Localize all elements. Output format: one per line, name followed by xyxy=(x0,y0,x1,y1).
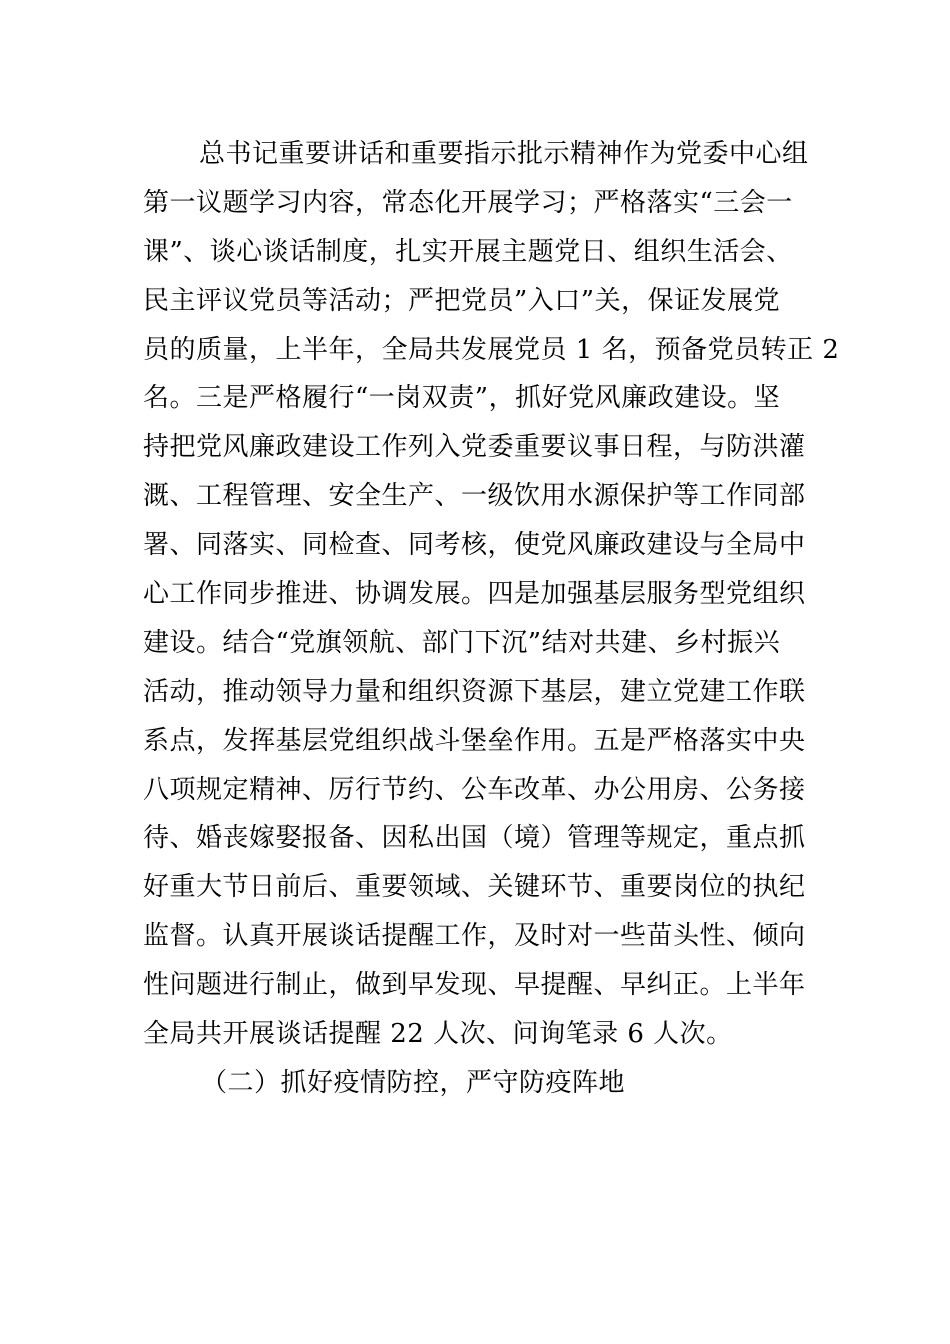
paragraph-line: 课”、谈心谈话制度，扎实开展主题党日、组织生活会、 xyxy=(143,236,793,267)
paragraph-line: 建设。结合“党旗领航、部门下沉”结对共建、乡村振兴 xyxy=(143,627,781,658)
paragraph-line: 总书记重要讲话和重要指示批示精神作为党委中心组 xyxy=(199,139,809,169)
paragraph-line: 待、婚丧嫁娶报备、因私出国（境）管理等规定，重点抓 xyxy=(143,823,806,854)
section-heading: （二）抓好疫情防控，严守防疫阵地 xyxy=(201,1067,626,1098)
paragraph-line: 第一议题学习内容，常态化开展学习；严格落实“三会一 xyxy=(143,187,793,218)
paragraph-line: 活动，推动领导力量和组织资源下基层，建立党建工作联 xyxy=(143,676,806,707)
paragraph-line: 溉、工程管理、安全生产、一级饮用水源保护等工作同部 xyxy=(143,481,806,512)
body-text xyxy=(143,130,840,1108)
paragraph-line: 心工作同步推进、协调发展。四是加强基层服务型党组织 xyxy=(143,579,806,610)
paragraph-line: 名。三是严格履行“一岗双责”，抓好党风廉政建设。坚 xyxy=(143,383,781,414)
paragraph-line: 系点，发挥基层党组织战斗堡垒作用。五是严格落实中央 xyxy=(143,725,806,756)
paragraph-line: 员的质量，上半年，全局共发展党员 1 名，预备党员转正 2 xyxy=(143,334,840,365)
paragraph-line: 署、同落实、同检查、同考核，使党风廉政建设与全局中 xyxy=(143,530,806,561)
paragraph-line: 性问题进行制止，做到早发现、早提醒、早纠正。上半年 xyxy=(143,970,806,1001)
paragraph-line: 持把党风廉政建设工作列入党委重要议事日程，与防洪灌 xyxy=(143,432,806,463)
paragraph-line: 民主评议党员等活动；严把党员”入口”关，保证发展党 xyxy=(143,285,781,316)
paragraph-line: 全局共开展谈话提醒 22 人次、问询笔录 6 人次。 xyxy=(143,1019,733,1050)
paragraph-line: 监督。认真开展谈话提醒工作，及时对一些苗头性、倾向 xyxy=(143,921,806,952)
paragraph-line: 八项规定精神、厉行节约、公车改革、办公用房、公务接 xyxy=(143,774,806,805)
paragraph-line: 好重大节日前后、重要领域、关键环节、重要岗位的执纪 xyxy=(143,872,806,903)
